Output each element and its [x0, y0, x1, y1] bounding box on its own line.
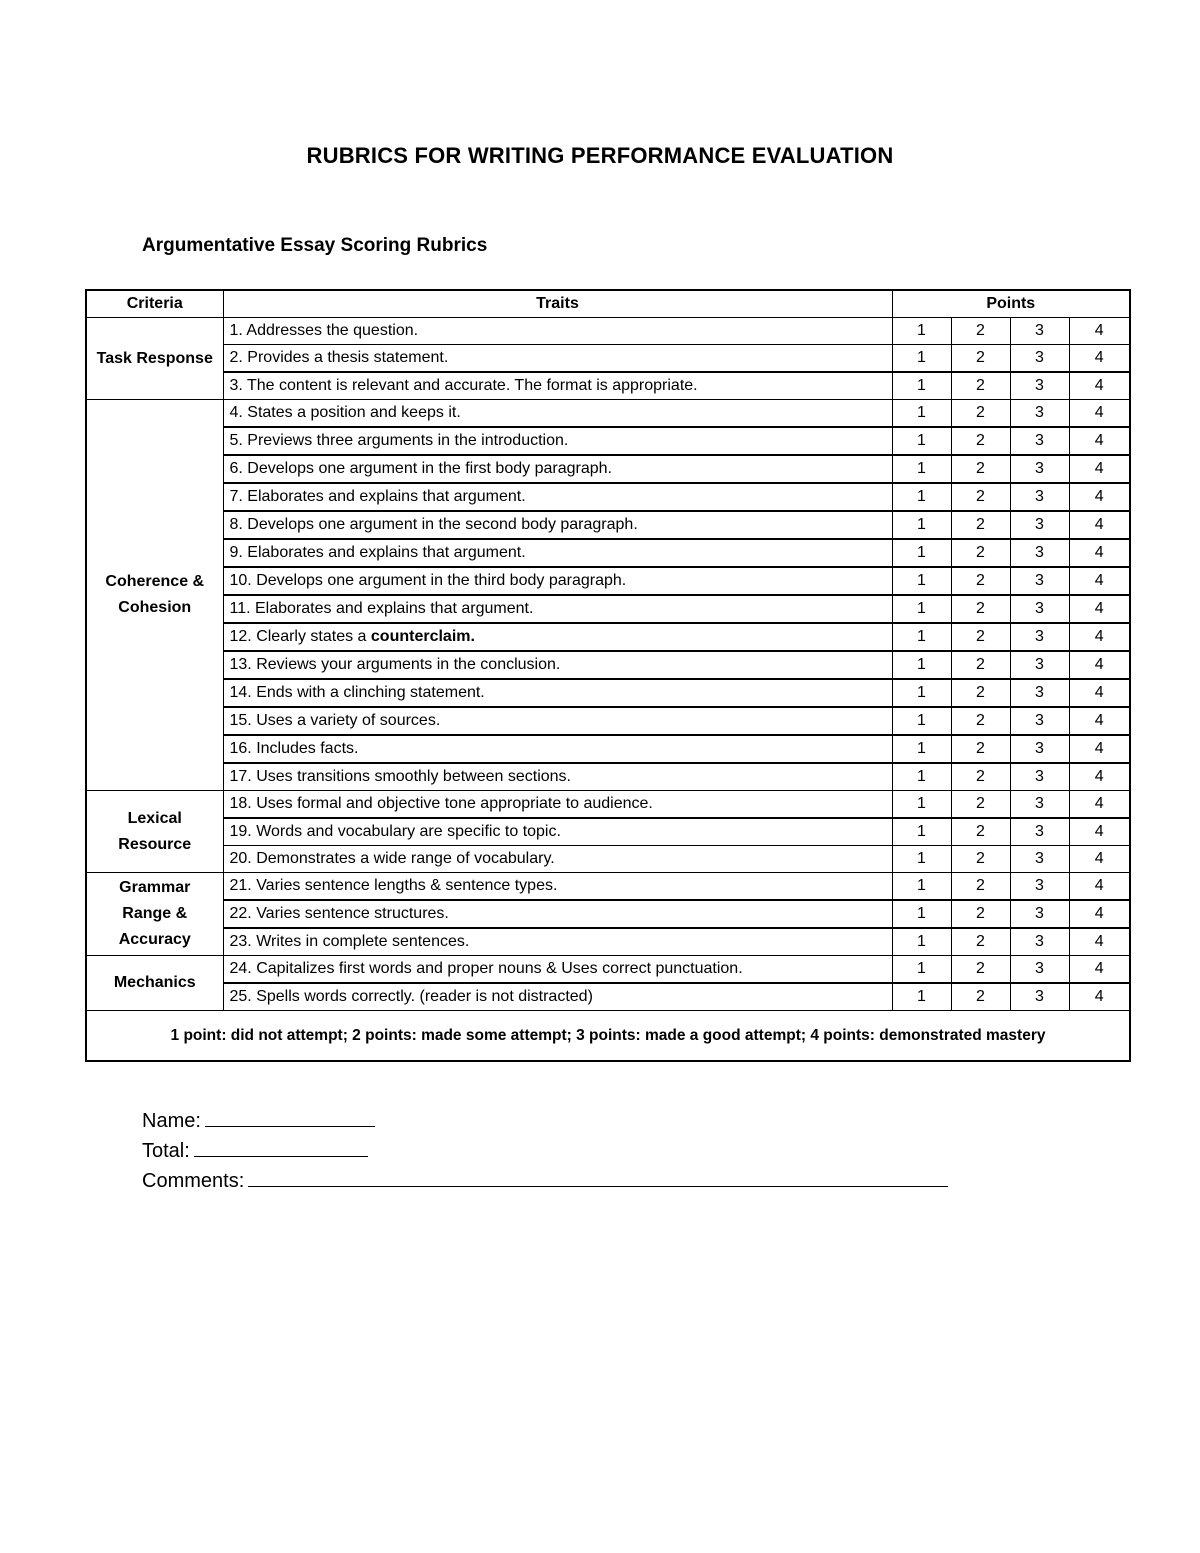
point-option[interactable]: 1: [892, 483, 951, 511]
point-option[interactable]: 1: [892, 956, 951, 984]
point-option[interactable]: 4: [1069, 372, 1130, 400]
trait-cell: 19. Words and vocabulary are specific to topic.: [223, 818, 892, 846]
trait-cell: 15. Uses a variety of sources.: [223, 707, 892, 735]
point-option[interactable]: 3: [1010, 679, 1069, 707]
point-option[interactable]: 2: [951, 651, 1010, 679]
point-option[interactable]: 2: [951, 511, 1010, 539]
point-option[interactable]: 2: [951, 345, 1010, 373]
point-option[interactable]: 1: [892, 595, 951, 623]
point-option[interactable]: 3: [1010, 651, 1069, 679]
point-option[interactable]: 2: [951, 318, 1010, 345]
point-option[interactable]: 1: [892, 567, 951, 595]
point-option[interactable]: 4: [1069, 846, 1130, 873]
table-row: [86, 707, 1130, 735]
point-option[interactable]: 2: [951, 427, 1010, 455]
point-option[interactable]: 1: [892, 679, 951, 707]
point-option[interactable]: 4: [1069, 763, 1130, 791]
table-row: [86, 567, 1130, 595]
page-title: RUBRICS FOR WRITING PERFORMANCE EVALUATION: [306, 143, 894, 168]
name-label: Name:: [142, 1110, 201, 1132]
point-option[interactable]: 3: [1010, 318, 1069, 345]
page-subtitle: Argumentative Essay Scoring Rubrics: [142, 235, 488, 256]
table-header-row: [86, 290, 1130, 318]
table-row: [86, 873, 1130, 901]
table-row: [86, 372, 1130, 400]
criteria-cell: Grammar Range & Accuracy: [86, 873, 223, 956]
point-option[interactable]: 2: [951, 873, 1010, 901]
trait-cell: 25. Spells words correctly. (reader is not distracted): [223, 983, 892, 1011]
table-row: [86, 345, 1130, 373]
point-option[interactable]: 4: [1069, 791, 1130, 819]
point-option[interactable]: 3: [1010, 427, 1069, 455]
criteria-cell: Mechanics: [86, 956, 223, 1011]
trait-cell: 5. Previews three arguments in the introduction.: [223, 427, 892, 455]
point-option[interactable]: 2: [951, 679, 1010, 707]
point-option[interactable]: 2: [951, 846, 1010, 873]
point-option[interactable]: 1: [892, 818, 951, 846]
point-option[interactable]: 1: [892, 735, 951, 763]
point-option[interactable]: 2: [951, 707, 1010, 735]
point-option[interactable]: 2: [951, 595, 1010, 623]
point-option[interactable]: 2: [951, 900, 1010, 928]
point-option[interactable]: 4: [1069, 455, 1130, 483]
point-option[interactable]: 4: [1069, 595, 1130, 623]
point-option[interactable]: 1: [892, 900, 951, 928]
point-option[interactable]: 1: [892, 345, 951, 373]
point-option[interactable]: 1: [892, 707, 951, 735]
point-option[interactable]: 2: [951, 372, 1010, 400]
point-option[interactable]: 4: [1069, 483, 1130, 511]
point-option[interactable]: 1: [892, 791, 951, 819]
point-option[interactable]: 1: [892, 928, 951, 956]
point-option[interactable]: 1: [892, 511, 951, 539]
point-option[interactable]: 2: [951, 818, 1010, 846]
point-option[interactable]: 2: [951, 735, 1010, 763]
trait-cell: 2. Provides a thesis statement.: [223, 345, 892, 373]
table-row: [86, 595, 1130, 623]
criteria-cell: Coherence & Cohesion: [86, 400, 223, 791]
criteria-cell: Lexical Resource: [86, 791, 223, 873]
point-option[interactable]: 2: [951, 483, 1010, 511]
trait-cell: 6. Develops one argument in the first body paragraph.: [223, 455, 892, 483]
trait-cell: 1. Addresses the question.: [223, 318, 892, 345]
point-option[interactable]: 4: [1069, 818, 1130, 846]
points-legend: 1 point: did not attempt; 2 points: made some attempt; 3 points: made a good attempt; 4 points: demonstrated mastery: [86, 1011, 1130, 1062]
point-option[interactable]: 1: [892, 539, 951, 567]
total-blank[interactable]: [194, 1136, 368, 1157]
point-option[interactable]: 1: [892, 763, 951, 791]
trait-cell: 17. Uses transitions smoothly between sections.: [223, 763, 892, 791]
point-option[interactable]: 3: [1010, 873, 1069, 901]
point-option[interactable]: 4: [1069, 900, 1130, 928]
point-option[interactable]: 4: [1069, 928, 1130, 956]
table-row: [86, 511, 1130, 539]
trait-cell: 23. Writes in complete sentences.: [223, 928, 892, 956]
point-option[interactable]: 3: [1010, 846, 1069, 873]
name-line: [142, 1106, 948, 1136]
table-row: [86, 818, 1130, 846]
point-option[interactable]: 3: [1010, 791, 1069, 819]
point-option[interactable]: 4: [1069, 707, 1130, 735]
point-option[interactable]: 2: [951, 983, 1010, 1011]
point-option[interactable]: 4: [1069, 623, 1130, 651]
point-option[interactable]: 4: [1069, 651, 1130, 679]
point-option[interactable]: 1: [892, 318, 951, 345]
table-row: [86, 983, 1130, 1011]
table-row: [86, 651, 1130, 679]
criteria-cell: Task Response: [86, 318, 223, 400]
point-option[interactable]: 3: [1010, 763, 1069, 791]
points-header: Points: [892, 290, 1130, 318]
point-option[interactable]: 3: [1010, 707, 1069, 735]
point-option[interactable]: 4: [1069, 427, 1130, 455]
trait-cell: 20. Demonstrates a wide range of vocabulary.: [223, 846, 892, 873]
point-option[interactable]: 1: [892, 846, 951, 873]
table-row: [86, 735, 1130, 763]
trait-cell: 14. Ends with a clinching statement.: [223, 679, 892, 707]
table-row: [86, 455, 1130, 483]
total-line: [142, 1136, 948, 1166]
point-option[interactable]: 4: [1069, 400, 1130, 428]
trait-cell: 11. Elaborates and explains that argument.: [223, 595, 892, 623]
point-option[interactable]: 4: [1069, 567, 1130, 595]
table-row: [86, 900, 1130, 928]
grading-form: [142, 1106, 948, 1196]
point-option[interactable]: 3: [1010, 455, 1069, 483]
point-option[interactable]: 1: [892, 455, 951, 483]
point-option[interactable]: 1: [892, 651, 951, 679]
table-row: [86, 483, 1130, 511]
point-option[interactable]: 4: [1069, 873, 1130, 901]
point-option[interactable]: 2: [951, 567, 1010, 595]
point-option[interactable]: 2: [951, 455, 1010, 483]
comments-line: [142, 1166, 948, 1196]
point-option[interactable]: 2: [951, 539, 1010, 567]
point-option[interactable]: 2: [951, 956, 1010, 984]
table-row: [86, 539, 1130, 567]
point-option[interactable]: 3: [1010, 511, 1069, 539]
trait-cell: 7. Elaborates and explains that argument.: [223, 483, 892, 511]
point-option[interactable]: 3: [1010, 900, 1069, 928]
trait-cell: 12. Clearly states a counterclaim.: [223, 623, 892, 651]
table-row: [86, 427, 1130, 455]
comments-label: Comments:: [142, 1170, 245, 1192]
trait-cell: 3. The content is relevant and accurate. The format is appropriate.: [223, 372, 892, 400]
point-option[interactable]: 4: [1069, 983, 1130, 1011]
point-option[interactable]: 4: [1069, 679, 1130, 707]
point-option[interactable]: 3: [1010, 483, 1069, 511]
point-option[interactable]: 1: [892, 873, 951, 901]
point-option[interactable]: 3: [1010, 372, 1069, 400]
point-option[interactable]: 4: [1069, 318, 1130, 345]
table-row: [86, 400, 1130, 428]
table-row: [86, 956, 1130, 984]
trait-cell: 9. Elaborates and explains that argument.: [223, 539, 892, 567]
traits-header: Traits: [223, 290, 892, 318]
point-option[interactable]: 2: [951, 763, 1010, 791]
point-option[interactable]: 2: [951, 791, 1010, 819]
point-option[interactable]: 1: [892, 372, 951, 400]
point-option[interactable]: 4: [1069, 735, 1130, 763]
emphasis-text: counterclaim.: [370, 628, 475, 645]
trait-cell: 24. Capitalizes first words and proper nouns & Uses correct punctuation.: [223, 956, 892, 984]
point-option[interactable]: 3: [1010, 400, 1069, 428]
point-option[interactable]: 4: [1069, 539, 1130, 567]
name-blank[interactable]: [205, 1106, 375, 1127]
table-row: [86, 679, 1130, 707]
point-option[interactable]: 2: [951, 623, 1010, 651]
point-option[interactable]: 4: [1069, 511, 1130, 539]
point-option[interactable]: 1: [892, 400, 951, 428]
point-option[interactable]: 4: [1069, 956, 1130, 984]
point-option[interactable]: 3: [1010, 623, 1069, 651]
trait-cell: 8. Develops one argument in the second body paragraph.: [223, 511, 892, 539]
point-option[interactable]: 4: [1069, 345, 1130, 373]
trait-cell: 4. States a position and keeps it.: [223, 400, 892, 428]
point-option[interactable]: 1: [892, 427, 951, 455]
point-option[interactable]: 3: [1010, 956, 1069, 984]
rubric-table: [85, 289, 1131, 1062]
point-option[interactable]: 2: [951, 928, 1010, 956]
table-row: [86, 791, 1130, 819]
point-option[interactable]: 2: [951, 400, 1010, 428]
trait-cell: 10. Develops one argument in the third body paragraph.: [223, 567, 892, 595]
point-option[interactable]: 3: [1010, 735, 1069, 763]
point-option[interactable]: 1: [892, 983, 951, 1011]
table-row: [86, 318, 1130, 345]
table-row: [86, 763, 1130, 791]
criteria-header: Criteria: [86, 290, 223, 318]
point-option[interactable]: 3: [1010, 539, 1069, 567]
trait-cell: 21. Varies sentence lengths & sentence types.: [223, 873, 892, 901]
point-option[interactable]: 3: [1010, 595, 1069, 623]
total-label: Total:: [142, 1140, 190, 1162]
point-option[interactable]: 3: [1010, 928, 1069, 956]
point-option[interactable]: 3: [1010, 818, 1069, 846]
point-option[interactable]: 3: [1010, 345, 1069, 373]
comments-blank[interactable]: [248, 1166, 948, 1187]
table-row: [86, 928, 1130, 956]
trait-cell: 18. Uses formal and objective tone appropriate to audience.: [223, 791, 892, 819]
point-option[interactable]: 3: [1010, 983, 1069, 1011]
table-row: [86, 846, 1130, 873]
trait-cell: 13. Reviews your arguments in the conclusion.: [223, 651, 892, 679]
point-option[interactable]: 1: [892, 623, 951, 651]
trait-cell: 16. Includes facts.: [223, 735, 892, 763]
point-option[interactable]: 3: [1010, 567, 1069, 595]
table-row: [86, 623, 1130, 651]
trait-cell: 22. Varies sentence structures.: [223, 900, 892, 928]
